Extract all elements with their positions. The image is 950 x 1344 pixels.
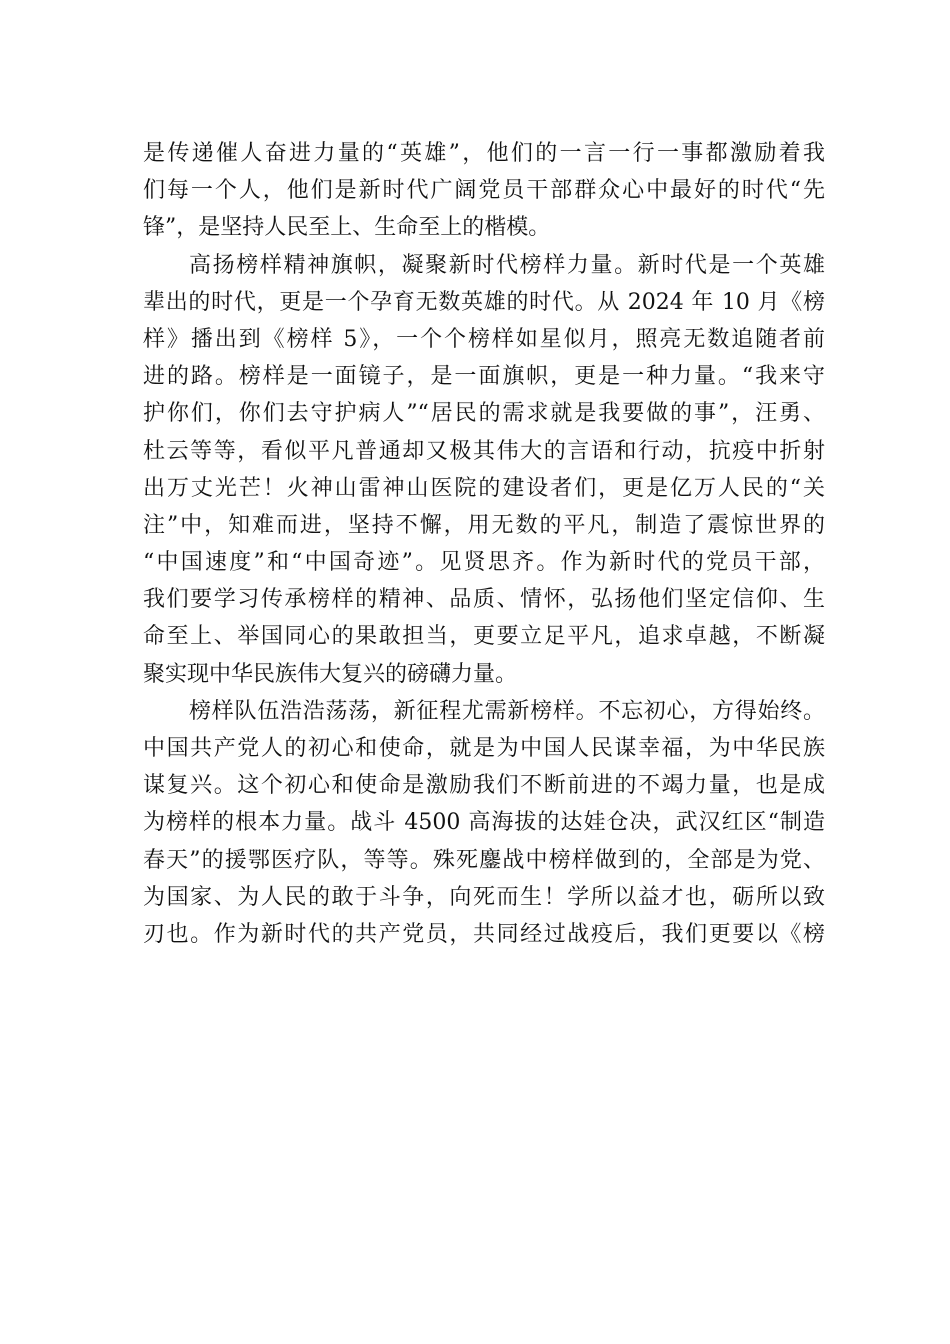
text-line: 杜云等等，看似平凡普通却又极其伟大的言语和行动，抗疫中折射 [143, 438, 825, 464]
text-line: 锋”，是坚持人民至上、生命至上的楷模。 [143, 215, 551, 241]
text-line: 高扬榜样精神旗帜，凝聚新时代榜样力量。新时代是一个英雄 [189, 252, 825, 278]
text-line: 为榜样的根本力量。战斗 4500 高海拔的达娃仓决，武汉红区“制造 [143, 810, 825, 836]
text-line: 为国家、为人民的敢于斗争，向死而生！学所以益才也，砺所以致 [143, 884, 825, 910]
text-line: 们每一个人，他们是新时代广阔党员干部群众心中最好的时代“先 [143, 178, 825, 204]
text-line: 护你们，你们去守护病人”“居民的需求就是我要做的事”，汪勇、 [143, 401, 825, 427]
text-line: 我们要学习传承榜样的精神、品质、情怀，弘扬他们坚定信仰、生 [143, 587, 825, 613]
text-line: 聚实现中华民族伟大复兴的磅礴力量。 [143, 661, 518, 687]
text-line: 命至上、举国同心的果敢担当，更要立足平凡，追求卓越，不断凝 [143, 624, 825, 650]
text-line: 谋复兴。这个初心和使命是激励我们不断前进的不竭力量，也是成 [143, 773, 825, 799]
text-line: 注”中，知难而进，坚持不懈，用无数的平凡，制造了震惊世界的 [143, 512, 825, 538]
text-line: 出万丈光芒！火神山雷神山医院的建设者们，更是亿万人民的“关 [143, 475, 825, 501]
text-line: “中国速度”和“中国奇迹”。见贤思齐。作为新时代的党员干部， [143, 550, 825, 576]
text-line: 中国共产党人的初心和使命，就是为中国人民谋幸福，为中华民族 [143, 736, 825, 761]
text-line: 辈出的时代，更是一个孕育无数英雄的时代。从 2024 年 10 月《榜 [143, 289, 825, 315]
text-line: 进的路。榜样是一面镜子，是一面旗帜，更是一种力量。“我来守 [143, 364, 825, 390]
text-line: 刃也。作为新时代的共产党员，共同经过战疫后，我们更要以《榜 [143, 921, 825, 947]
text-line: 是传递催人奋进力量的“英雄”，他们的一言一行一事都激励着我 [143, 141, 825, 166]
text-line: 春天”的援鄂医疗队，等等。殊死鏖战中榜样做到的，全部是为党、 [143, 847, 825, 873]
paragraph-2 [143, 247, 825, 693]
body-text [143, 135, 825, 953]
text-line: 样》播出到《榜样 5》，一个个榜样如星似月，照亮无数追随者前 [143, 326, 825, 352]
paragraph-3 [143, 693, 825, 953]
text-line: 榜样队伍浩浩荡荡，新征程尤需新榜样。不忘初心，方得始终。 [189, 698, 825, 724]
paragraph-1 [143, 135, 825, 247]
